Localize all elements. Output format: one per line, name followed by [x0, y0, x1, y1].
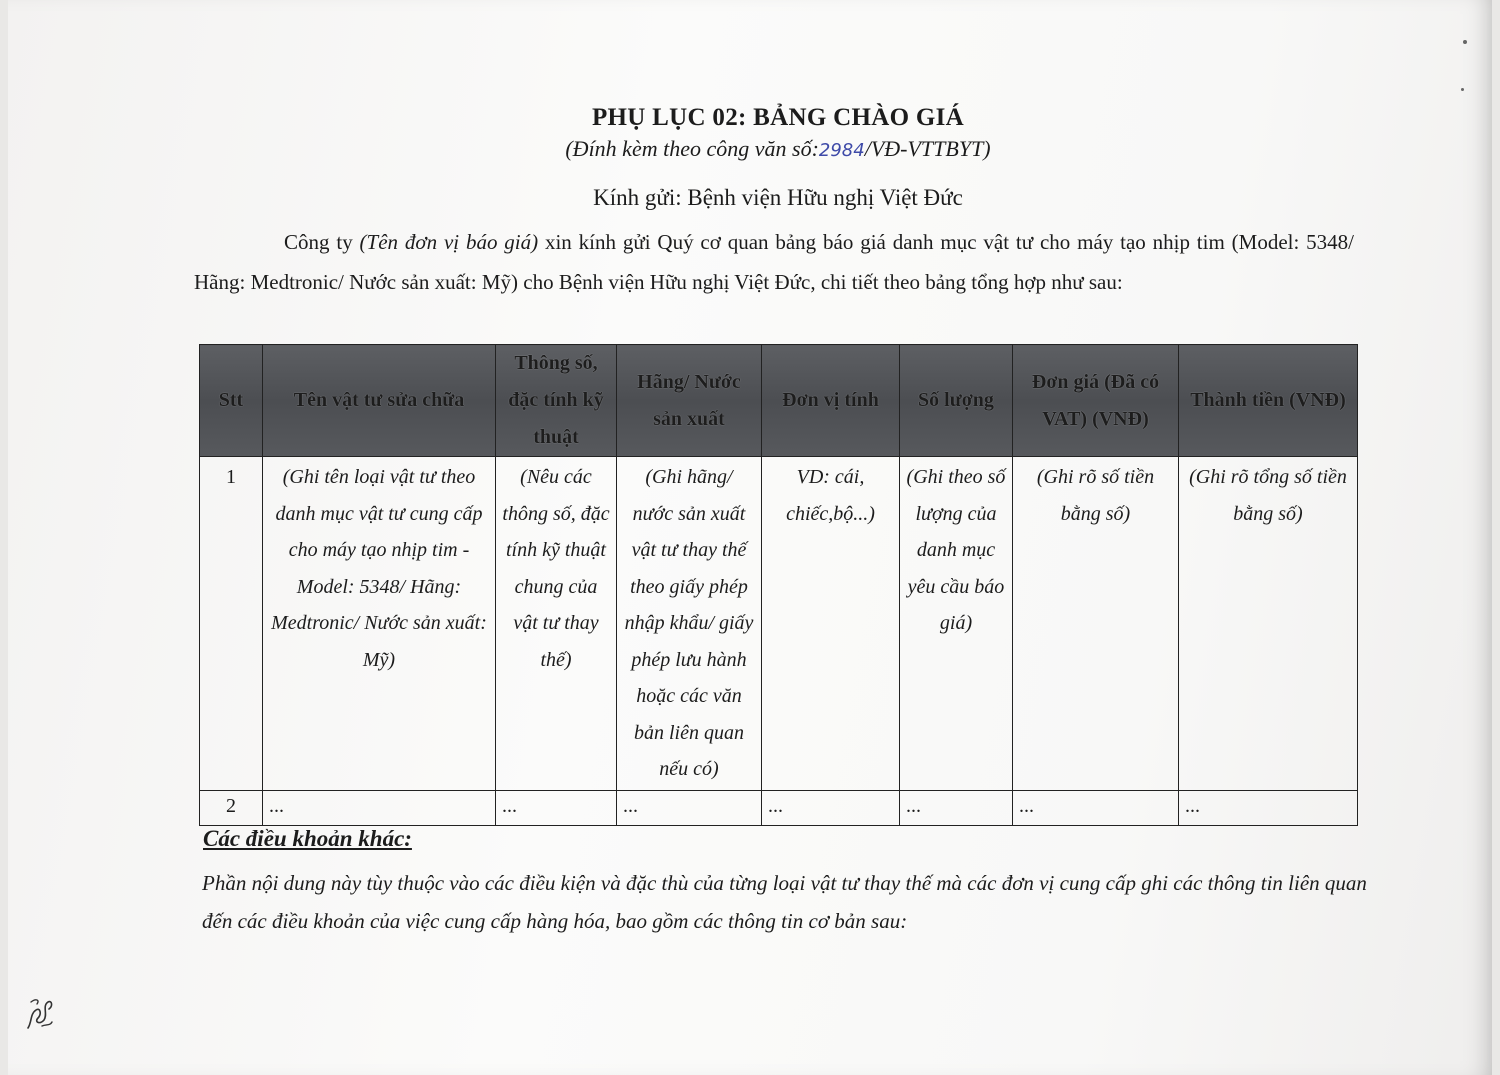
cell-unit-price: ... — [1013, 790, 1179, 825]
cell-stt: 1 — [200, 457, 263, 791]
cell-quantity: (Ghi theo số lượng của danh mục yêu cầu báo giá) — [900, 457, 1013, 791]
header-total: Thành tiền (VNĐ) — [1179, 345, 1358, 457]
document-subtitle — [8, 136, 1500, 162]
cell-total: ... — [1179, 790, 1358, 825]
cell-unit-price: (Ghi rõ số tiền bằng số) — [1013, 457, 1179, 791]
handwritten-document-number: 2984 — [818, 140, 865, 161]
cell-total: (Ghi rõ tổng số tiền bằng số) — [1179, 457, 1358, 791]
subtitle-prefix: (Đính kèm theo công văn số: — [565, 136, 819, 161]
header-specs: Thông số, đặc tính kỹ thuật — [496, 345, 617, 457]
cell-stt: 2 — [200, 790, 263, 825]
intro-company-placeholder: (Tên đơn vị báo giá) — [359, 230, 539, 254]
cell-manufacturer: (Ghi hãng/ nước sản xuất vật tư thay thế theo giấy phép nhập khẩu/ giấy phép lưu hành hoặc các văn bản liên quan nếu có) — [617, 457, 762, 791]
header-manufacturer: Hãng/ Nước sản xuất — [617, 345, 762, 457]
greeting-line: Kính gửi: Bệnh viện Hữu nghị Việt Đức — [593, 185, 963, 210]
header-quantity: Số lượng — [900, 345, 1013, 457]
cell-manufacturer: ... — [617, 790, 762, 825]
clauses-body: Phần nội dung này tùy thuộc vào các điều kiện và đặc thù của từng loại vật tư thay thế mà các đơn vị cung cấp ghi các thông tin liên quan đến các điều khoản của việc cung cấp hàng hóa, bao gồm các thông tin cơ bản sau: — [202, 871, 1367, 933]
table-row — [200, 790, 1358, 825]
paper-speck — [1463, 40, 1467, 44]
subtitle-suffix: /VĐ-VTTBYT) — [864, 136, 991, 161]
cell-specs: (Nêu các thông số, đặc tính kỹ thuật chung của vật tư thay thế) — [496, 457, 617, 791]
cell-item-name: (Ghi tên loại vật tư theo danh mục vật tư cung cấp cho máy tạo nhịp tim - Model: 5348/ Hãng: Medtronic/ Nước sản xuất: Mỹ) — [263, 457, 496, 791]
quotation-table — [199, 344, 1358, 826]
cell-unit: VD: cái, chiếc,bộ...) — [762, 457, 900, 791]
table-header-row — [200, 345, 1358, 457]
document-title: PHỤ LỤC 02: BẢNG CHÀO GIÁ — [591, 104, 965, 131]
cell-item-name: ... — [263, 790, 496, 825]
header-unit: Đơn vị tính — [762, 345, 900, 457]
cell-quantity: ... — [900, 790, 1013, 825]
header-unit-price: Đơn giá (Đã có VAT) (VNĐ) — [1013, 345, 1179, 457]
document-page — [8, 0, 1492, 1075]
table-row — [200, 457, 1358, 791]
clauses-heading: Các điều khoản khác: — [203, 826, 412, 851]
cell-specs: ... — [496, 790, 617, 825]
intro-paragraph — [194, 222, 1354, 302]
handwritten-initials-signature — [22, 992, 58, 1032]
header-item-name: Tên vật tư sửa chữa — [263, 345, 496, 457]
intro-lead: Công ty — [284, 230, 360, 254]
intro-rest: xin kính gửi Quý cơ quan bảng báo giá danh mục vật tư cho máy tạo nhịp tim (Model: 5348/ Hãng: Medtronic/ Nước sản xuất: Mỹ) cho Bệnh viện Hữu nghị Việt Đức, chi tiết theo bảng tổng hợp như sau: — [194, 230, 1354, 294]
header-stt: Stt — [200, 345, 263, 457]
cell-unit: ... — [762, 790, 900, 825]
paper-speck — [1461, 88, 1464, 91]
